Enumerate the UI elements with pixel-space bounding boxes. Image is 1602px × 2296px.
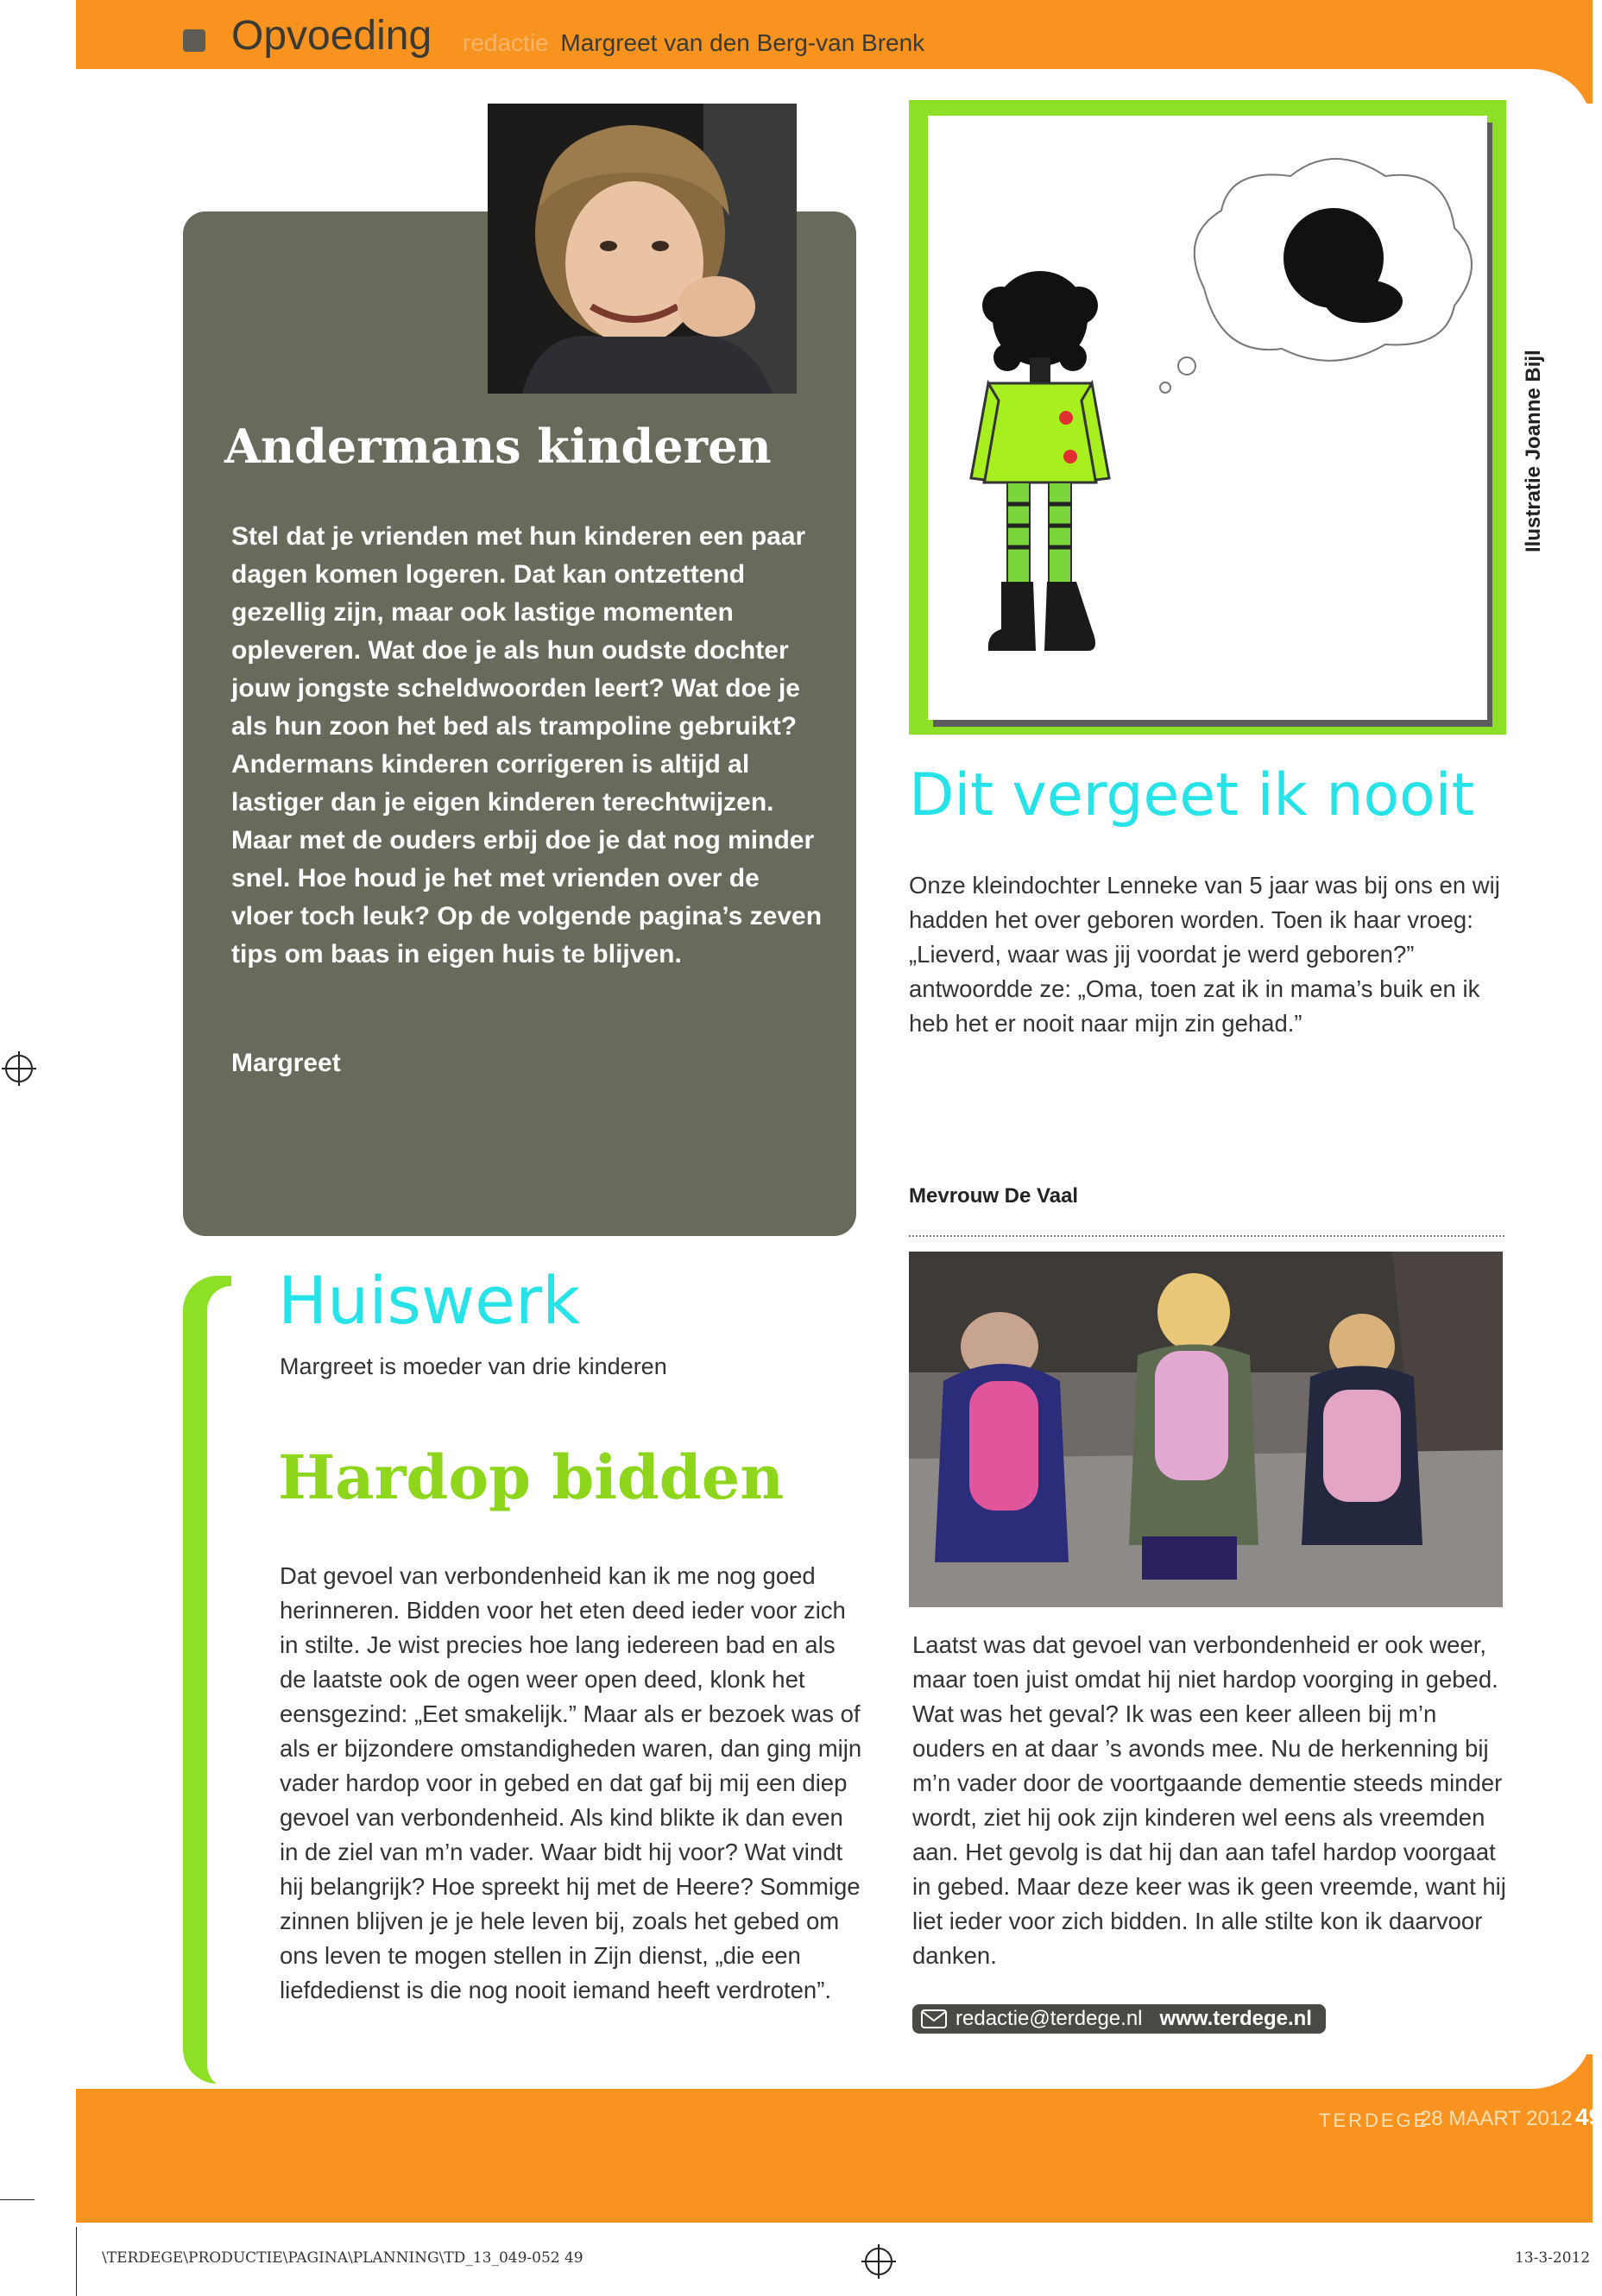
children-photo-image <box>909 1252 1503 1607</box>
editor-label: redactie <box>463 29 549 56</box>
registration-mark-icon <box>5 1055 33 1082</box>
print-slug-path: \TERDEGE\PRODUCTIE\PAGINA\PLANNING\TD_13_049-052 49 <box>102 2249 583 2267</box>
column-author: Mevrouw De Vaal <box>909 1184 1079 1208</box>
crop-mark <box>76 2227 77 2296</box>
homework-subtitle: Margreet is moeder van drie kinderen <box>280 1353 667 1379</box>
website-domain: terdege.nl <box>1213 2007 1312 2030</box>
contact-email[interactable]: redactie@terdege.nl <box>956 2007 1143 2030</box>
dotted-divider <box>909 1235 1504 1237</box>
illustration-drawing <box>928 116 1487 720</box>
section-square-icon <box>183 29 205 52</box>
column-title: Dit vergeet ik nooit <box>909 761 1475 829</box>
page-number: 49 <box>1575 2104 1602 2130</box>
intro-signature: Margreet <box>231 1049 341 1077</box>
article-title: Hardop bidden <box>278 1441 785 1513</box>
article-body-left: Dat gevoel van verbondenheid kan ik me nog goed herinneren. Bidden voor het eten deed ieder voor zich in stilte. Je wist precies hoe lang iedereen bad en als de laatste ook de ogen weer open deed, klonk het eensgezind: „Eet smakelijk.” Maar als er bezoek was of als er bijzondere omstandigheden waren, dan ging mijn vader hardop voor in gebed en dat gaf bij mij een diep gevoel van verbondenheid. Als kind blikte ik dan even in de ziel van m’n vader. Waar bidt hij voor? Wat vindt hij belangrijk? Hoe spreekt hij met de Heere? Sommige zinnen blijven je je hele leven bij, zoals het gebed om ons leven te mogen stellen in Zijn dienst, „die een liefdedienst is die nog nooit iemand heeft verdroten”. <box>280 1562 862 2003</box>
section-editor <box>463 29 924 57</box>
homework-title: Huiswerk <box>278 1262 581 1339</box>
homework-accent-mask <box>207 1286 242 2089</box>
intro-body: Stel dat je vrienden met hun kinderen een paar dagen komen logeren. Dat kan ontzettend gezellig zijn, maar ook lastige momenten opleveren. Wat doe je als hun oudste dochter jouw jongste scheldwoorden leert? Wat doe je als hun zoon het bed als trampoline gebruikt? Andermans kinderen corrigeren is altijd al lastiger dan je eigen kinderen terechtwijzen. Maar met de ouders erbij doe je dat nog minder snel. Hoe houd je het met vrienden over de vloer toch leuk? Op de volgende pagina’s zeven tips om baas in eigen huis te blijven. <box>231 522 823 968</box>
contact-website[interactable] <box>1160 2007 1312 2031</box>
section-title: Opvoeding <box>231 13 432 59</box>
children-photo <box>909 1252 1503 1607</box>
footer-magazine: TERDEGE <box>1319 2110 1429 2131</box>
envelope-icon <box>921 2009 947 2028</box>
article-body-right: Laatst was dat gevoel van verbondenheid er ook weer, maar toen juist omdat hij niet hardop voorging in gebed. Wat was het geval? Ik was een keer alleen bij m’n ouders en at daar ’s avonds mee. Nu de herkenning bij m’n vader door de voortgaande dementie steeds minder wordt, ziet hij ook zijn kinderen wel eens als vreemden aan. Het gevolg is dat hij dan aan tafel hardop voorgaat in gebed. Maar deze keer was ik geen vreemde, want hij liet ieder voor zich bidden. In alle stilte kon ik daarvoor danken. <box>912 1631 1506 1969</box>
print-slug-date: 13-3-2012 <box>1515 2249 1591 2267</box>
crop-mark <box>0 2199 35 2200</box>
author-photo <box>488 104 797 394</box>
editor-name: Margreet van den Berg-van Brenk <box>560 29 925 56</box>
author-photo-image <box>488 104 797 394</box>
registration-mark-icon <box>865 2248 892 2275</box>
intro-title: Andermans kinderen <box>224 419 772 474</box>
illustration <box>928 116 1487 720</box>
illustration-credit: Ilustratie Joanne Bijl <box>1522 350 1545 552</box>
column-body: Onze kleindochter Lenneke van 5 jaar was bij ons en wij hadden het over geboren worden. Toen ik haar vroeg: „Lieverd, waar was jij voordat je werd geboren?” antwoordde ze: „Oma, toen zat ik in mama’s buik en ik heb het er nooit naar mijn zin gehad.” <box>909 872 1500 1037</box>
website-prefix: www. <box>1159 2007 1214 2030</box>
footer-date: 28 MAART 2012 <box>1420 2107 1573 2130</box>
contact-bar <box>912 2004 1326 2034</box>
